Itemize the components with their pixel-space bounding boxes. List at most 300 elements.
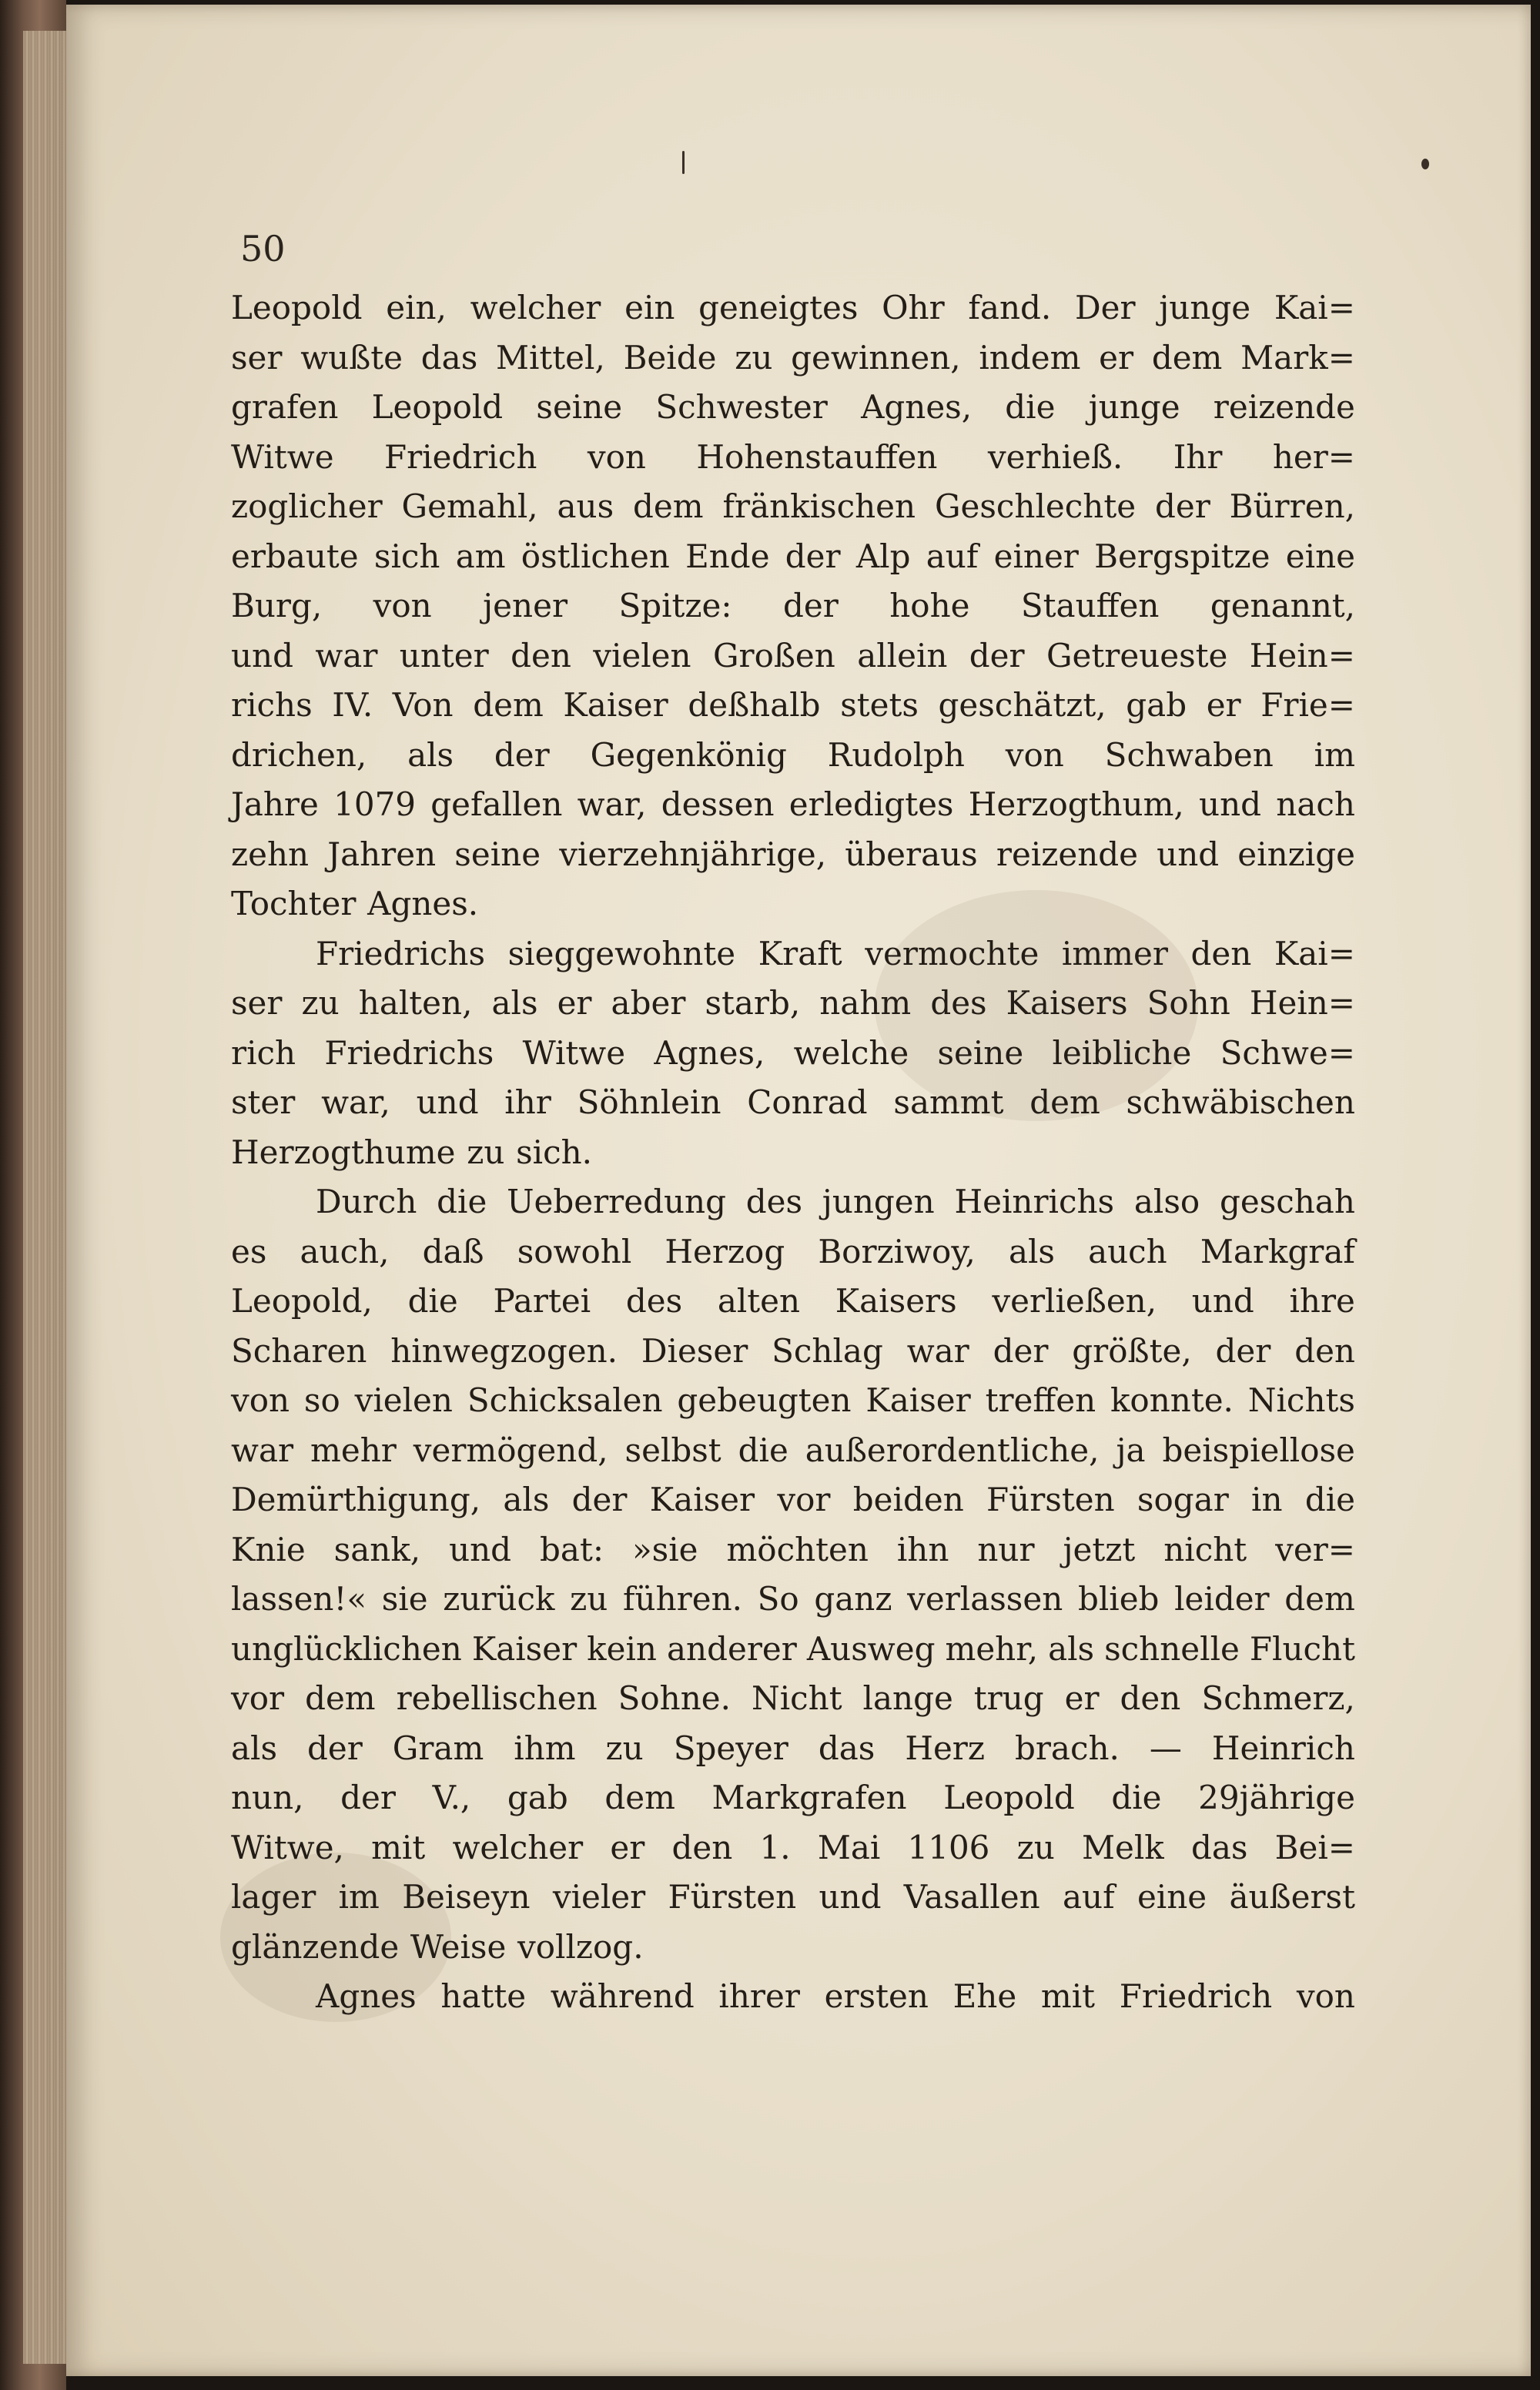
word: stets <box>840 686 919 724</box>
word: lassen!« <box>231 1580 367 1618</box>
word: Melk <box>1082 1828 1164 1866</box>
word: welche <box>793 1033 909 1072</box>
word: er <box>1206 686 1241 724</box>
word: nahm <box>819 984 912 1022</box>
word: aus <box>557 487 614 525</box>
word: von <box>1005 735 1064 774</box>
word: trug <box>973 1679 1044 1717</box>
word: führen. <box>623 1580 742 1618</box>
word: 29jährige <box>1198 1779 1355 1816</box>
word: zu <box>1016 1828 1055 1866</box>
word: drichen, <box>231 735 367 774</box>
word: gebeugten <box>677 1381 852 1419</box>
word: der <box>1215 1331 1271 1370</box>
text-line <box>231 1327 1355 1377</box>
word: dessen <box>661 785 775 823</box>
word: Frie= <box>1260 686 1355 724</box>
word: Friedrich <box>383 437 537 476</box>
word: Kaiser <box>865 1381 971 1419</box>
word: ser <box>231 338 283 377</box>
word: so <box>303 1381 340 1419</box>
word: verließen, <box>992 1282 1157 1320</box>
word: sank, <box>333 1530 421 1568</box>
word: ganz <box>814 1580 892 1618</box>
word: einzige <box>1237 835 1355 873</box>
word: Heinrich <box>1211 1729 1355 1767</box>
word: war, <box>321 1083 390 1121</box>
word: die <box>407 1282 458 1320</box>
word: deßhalb <box>688 686 821 724</box>
word: Hohenstauffen <box>696 437 938 476</box>
word: Borziwoy, <box>818 1232 976 1270</box>
word: Leopold, <box>231 1282 373 1320</box>
word: vierzehnjährige, <box>559 835 827 873</box>
word: alten <box>717 1282 801 1320</box>
word: zu <box>301 984 340 1022</box>
word: beiden <box>852 1481 964 1518</box>
word: zu <box>467 1133 505 1171</box>
word: Bei= <box>1274 1828 1355 1866</box>
word: am <box>455 537 506 575</box>
word: das <box>818 1729 875 1767</box>
word: Witwe <box>231 437 334 476</box>
word: Jahre <box>231 785 319 823</box>
word: Kraft <box>758 934 842 972</box>
word: hatte <box>440 1977 527 2015</box>
word: Schwaben <box>1104 735 1274 774</box>
word: ein, <box>386 289 447 326</box>
word: Scharen <box>231 1331 367 1370</box>
word: erledigtes <box>788 785 954 823</box>
word: ihr <box>504 1083 551 1121</box>
word: jungen <box>822 1183 935 1220</box>
word: Burg, <box>231 587 323 624</box>
word: Fürsten <box>668 1878 797 1916</box>
word: Bürren, <box>1229 487 1355 525</box>
word: in <box>1251 1481 1283 1518</box>
word: der <box>969 636 1025 674</box>
word: Beide <box>623 338 717 377</box>
word: äußerst <box>1229 1878 1355 1916</box>
word: Leopold <box>371 388 504 426</box>
word: Gemahl, <box>401 487 538 525</box>
word: Fürsten <box>986 1481 1115 1518</box>
word: Rudolph <box>827 735 965 774</box>
word: reizende <box>1213 388 1355 426</box>
word: das <box>1190 1828 1248 1866</box>
word: und <box>1191 1282 1254 1320</box>
text-line <box>231 1177 1355 1227</box>
text-line <box>231 333 1355 383</box>
word: V., <box>432 1779 471 1816</box>
word: ihre <box>1289 1282 1355 1320</box>
word: des <box>625 1282 683 1320</box>
word: Mittel, <box>495 338 605 377</box>
word: her= <box>1272 437 1355 476</box>
word: sich <box>373 537 440 575</box>
word: Durch <box>316 1183 417 1220</box>
word: zu <box>605 1729 644 1767</box>
word: kein <box>587 1629 657 1668</box>
word: und <box>231 636 293 674</box>
word: er <box>610 1828 645 1866</box>
word: auch <box>1088 1232 1167 1270</box>
word: ein <box>624 289 675 326</box>
word: schnelle <box>1104 1629 1240 1668</box>
word: Kaiser <box>649 1481 755 1518</box>
word: Ihr <box>1173 437 1223 476</box>
word: beispiellose <box>1162 1431 1355 1469</box>
word: Jahren <box>327 835 437 873</box>
word: Kaiser <box>563 686 668 724</box>
word: der <box>1154 487 1210 525</box>
word: Der <box>1074 289 1136 326</box>
word: Vasallen <box>903 1878 1040 1916</box>
text-line <box>231 879 1355 929</box>
word: glänzende <box>231 1927 400 1966</box>
word: nun, <box>231 1779 304 1816</box>
text-line <box>231 283 1355 333</box>
word: mehr <box>310 1431 397 1469</box>
word: Kai= <box>1274 289 1355 326</box>
word: lager <box>231 1878 316 1916</box>
word: »sie <box>631 1530 698 1568</box>
word: Witwe <box>522 1033 626 1072</box>
word: Ehe <box>952 1977 1017 2015</box>
word: Sohne. <box>618 1679 731 1717</box>
word: Kaisers <box>1006 984 1128 1022</box>
text-line <box>231 1475 1355 1525</box>
word: einer <box>993 537 1079 575</box>
word: Von <box>392 686 454 724</box>
text-line <box>231 1525 1355 1575</box>
word: dem <box>604 1779 675 1816</box>
word: den <box>1190 934 1252 972</box>
text-line <box>231 780 1355 830</box>
word: und <box>1199 785 1262 823</box>
word: sowohl <box>517 1232 632 1270</box>
text-line <box>231 979 1355 1029</box>
word: war, <box>577 785 647 823</box>
word: Schwester <box>655 388 828 426</box>
word: im <box>1314 735 1355 774</box>
word: dem <box>1151 338 1223 377</box>
word: anderer <box>666 1629 797 1668</box>
text-line <box>231 929 1355 979</box>
word: seine <box>454 835 541 873</box>
word: brach. <box>1014 1729 1120 1767</box>
text-line <box>231 1625 1355 1675</box>
text-line <box>231 1724 1355 1774</box>
word: dem <box>305 1679 376 1717</box>
word: Ohr <box>882 289 945 326</box>
word: mit <box>1040 1977 1096 2015</box>
word: die <box>1111 1779 1162 1816</box>
word: Ende <box>685 537 770 575</box>
page-edges <box>23 31 66 2364</box>
word: östlichen <box>521 537 670 575</box>
word: Gram <box>392 1729 484 1767</box>
word: vermögend, <box>413 1431 608 1469</box>
word: und <box>819 1878 882 1916</box>
word: den <box>511 636 571 674</box>
text-line <box>231 383 1355 433</box>
word: indem <box>979 338 1081 377</box>
word: verlassen <box>907 1580 1063 1618</box>
word: geneigtes <box>698 289 859 326</box>
word: Kaisers <box>835 1282 957 1320</box>
word: Heinrichs <box>954 1183 1115 1220</box>
word: Geschlechte <box>934 487 1137 525</box>
word: dem <box>473 686 544 724</box>
text-line <box>231 830 1355 880</box>
word: Gegenkönig <box>590 735 787 774</box>
word: ja <box>1116 1431 1146 1469</box>
word: den <box>1120 1679 1181 1717</box>
text-line <box>231 1923 1355 1973</box>
word: Friedrichs <box>324 1033 494 1072</box>
word: seine <box>937 1033 1024 1072</box>
word: gab <box>507 1779 568 1816</box>
word: Stauffen <box>1020 587 1160 624</box>
word: auf <box>926 537 979 575</box>
word: er <box>557 984 592 1022</box>
word: junge <box>1159 289 1251 326</box>
word: geschah <box>1219 1183 1355 1220</box>
word: zehn <box>231 835 310 873</box>
word: Markgraf <box>1200 1232 1355 1270</box>
word: Friedrich <box>1119 1977 1273 2015</box>
word: der <box>782 587 839 624</box>
word: jetzt <box>1063 1530 1136 1568</box>
word: Leopold <box>943 1779 1075 1816</box>
word: treffen <box>985 1381 1096 1419</box>
word: zu <box>570 1580 608 1618</box>
word: als <box>491 984 538 1022</box>
word: ihn <box>896 1530 949 1568</box>
word: rich <box>231 1033 296 1072</box>
text-line <box>231 1029 1355 1079</box>
word: war <box>231 1431 294 1469</box>
word: welcher <box>470 289 601 326</box>
word: fand. <box>968 289 1052 326</box>
word: die <box>1005 388 1056 426</box>
word: während <box>550 1977 695 2015</box>
word: als <box>407 735 454 774</box>
word: Sohn <box>1147 984 1230 1022</box>
word: der <box>340 1779 396 1816</box>
word: Schlag <box>772 1331 883 1370</box>
word: konnte. <box>1110 1381 1234 1419</box>
word: 1079 <box>333 785 417 823</box>
word: nach <box>1276 785 1355 823</box>
word: sammt <box>893 1083 1004 1121</box>
word: der <box>785 537 841 575</box>
word: Alp <box>855 537 911 575</box>
word: der <box>571 1481 628 1518</box>
word: das <box>420 338 478 377</box>
word: war <box>906 1331 969 1370</box>
word: halten, <box>358 984 473 1022</box>
word: Ueberredung <box>507 1183 726 1220</box>
word: hohe <box>889 587 970 624</box>
word: reizende <box>996 835 1139 873</box>
word: gab <box>1126 686 1187 724</box>
word: Großen <box>712 636 835 674</box>
word: als <box>231 1729 278 1767</box>
word: Agnes, <box>654 1033 765 1072</box>
page-number: 50 <box>240 228 286 269</box>
word: Demürthigung, <box>231 1481 481 1518</box>
text-line <box>231 433 1355 483</box>
word: unter <box>399 636 489 674</box>
text-line <box>231 532 1355 582</box>
word: sogar <box>1137 1481 1229 1518</box>
word: Hein= <box>1249 636 1355 674</box>
word: der <box>494 735 550 774</box>
word: junge <box>1088 388 1180 426</box>
word: Agnes, <box>861 388 973 426</box>
word: überaus <box>845 835 978 873</box>
text-line <box>231 631 1355 681</box>
word: genannt, <box>1210 587 1355 624</box>
word: nur <box>977 1530 1035 1568</box>
word: die <box>1304 1481 1355 1518</box>
text-line <box>231 1376 1355 1426</box>
word: 1. <box>759 1828 791 1866</box>
word: erbaute <box>231 537 359 575</box>
word: dem <box>1284 1580 1355 1618</box>
word: Hein= <box>1249 984 1355 1022</box>
text-line <box>231 1823 1355 1873</box>
word: ersten <box>824 1977 929 2015</box>
word: dem <box>633 487 704 525</box>
word: der <box>993 1331 1049 1370</box>
word: unglücklichen <box>231 1629 462 1668</box>
word: Conrad <box>747 1083 868 1121</box>
word: Spitze: <box>618 587 732 624</box>
ink-speck <box>1421 159 1429 169</box>
word: die <box>437 1183 487 1220</box>
word: geschätzt, <box>938 686 1106 724</box>
word: er <box>1099 338 1134 377</box>
word: sieggewohnte <box>507 934 736 972</box>
word: So <box>757 1580 799 1618</box>
word: Kaiser <box>471 1629 578 1668</box>
word: und <box>416 1083 479 1121</box>
text-line <box>231 482 1355 532</box>
word: eine <box>1285 537 1355 575</box>
word: Leopold <box>231 289 363 326</box>
word: Herzogthume <box>231 1133 456 1171</box>
word: Herz <box>905 1729 985 1767</box>
word: Schicksalen <box>467 1381 663 1419</box>
word: wußte <box>300 338 403 377</box>
word: Mark= <box>1240 338 1355 377</box>
word: IV. <box>332 686 373 724</box>
word: von <box>373 587 432 624</box>
word: Herzogthum, <box>968 785 1184 823</box>
word: gewinnen, <box>791 338 961 377</box>
word: bat: <box>540 1530 604 1568</box>
word: des <box>930 984 987 1022</box>
text-line <box>231 681 1355 731</box>
word: fränkischen <box>722 487 916 525</box>
word: Knie <box>231 1530 306 1568</box>
text-line <box>231 731 1355 781</box>
word: sie <box>381 1580 428 1618</box>
word: Nicht <box>751 1679 842 1717</box>
word: Schmerz, <box>1201 1679 1355 1717</box>
word: vor <box>231 1679 285 1717</box>
word: eine <box>1137 1878 1207 1916</box>
text-line <box>231 1426 1355 1476</box>
text-line <box>231 1277 1355 1327</box>
word: auf <box>1062 1878 1115 1916</box>
word: seine <box>536 388 623 426</box>
word: vollzog. <box>517 1927 644 1966</box>
word: möchten <box>726 1530 869 1568</box>
word: es <box>231 1232 267 1270</box>
word: von <box>231 1381 290 1419</box>
word: mit <box>371 1828 426 1866</box>
word: starb, <box>705 984 801 1022</box>
word: blieb <box>1077 1580 1160 1618</box>
word: des <box>745 1183 803 1220</box>
word: 1106 <box>907 1828 990 1866</box>
word: als <box>1048 1629 1095 1668</box>
text-line <box>231 1773 1355 1823</box>
word: und <box>1157 835 1220 873</box>
word: Witwe, <box>231 1828 344 1866</box>
word: Markgrafen <box>711 1779 907 1816</box>
word: vermochte <box>865 934 1040 972</box>
word: aber <box>611 984 686 1022</box>
word: zurück <box>443 1580 555 1618</box>
word: von <box>1296 1977 1355 2015</box>
word: ihm <box>514 1729 576 1767</box>
word: richs <box>231 686 313 724</box>
word: schwäbischen <box>1126 1083 1355 1121</box>
word: Nichts <box>1247 1381 1355 1419</box>
word: Ausweg <box>806 1629 936 1668</box>
word: Mai <box>817 1828 881 1866</box>
word: — <box>1149 1729 1182 1767</box>
word: daß <box>422 1232 484 1270</box>
word: die <box>738 1431 788 1469</box>
word: mehr, <box>945 1629 1039 1668</box>
word: außerordentliche, <box>805 1431 1100 1469</box>
text-line <box>231 1128 1355 1178</box>
word: ser <box>231 984 283 1022</box>
word: Agnes <box>316 1977 417 2015</box>
word: leider <box>1174 1580 1270 1618</box>
text-line <box>231 1873 1355 1923</box>
word: auch, <box>300 1232 390 1270</box>
word: im <box>338 1878 380 1916</box>
ink-speck <box>682 151 685 174</box>
word: Tochter <box>231 885 357 922</box>
word: Dieser <box>641 1331 748 1370</box>
word: Beiseyn <box>402 1878 531 1916</box>
word: Söhnlein <box>577 1083 721 1121</box>
text-line <box>231 1972 1355 2022</box>
word: Herzog <box>665 1232 785 1270</box>
word: sich. <box>516 1133 593 1171</box>
word: immer <box>1061 934 1168 972</box>
word: als <box>1008 1232 1055 1270</box>
word: Friedrichs <box>316 934 486 972</box>
